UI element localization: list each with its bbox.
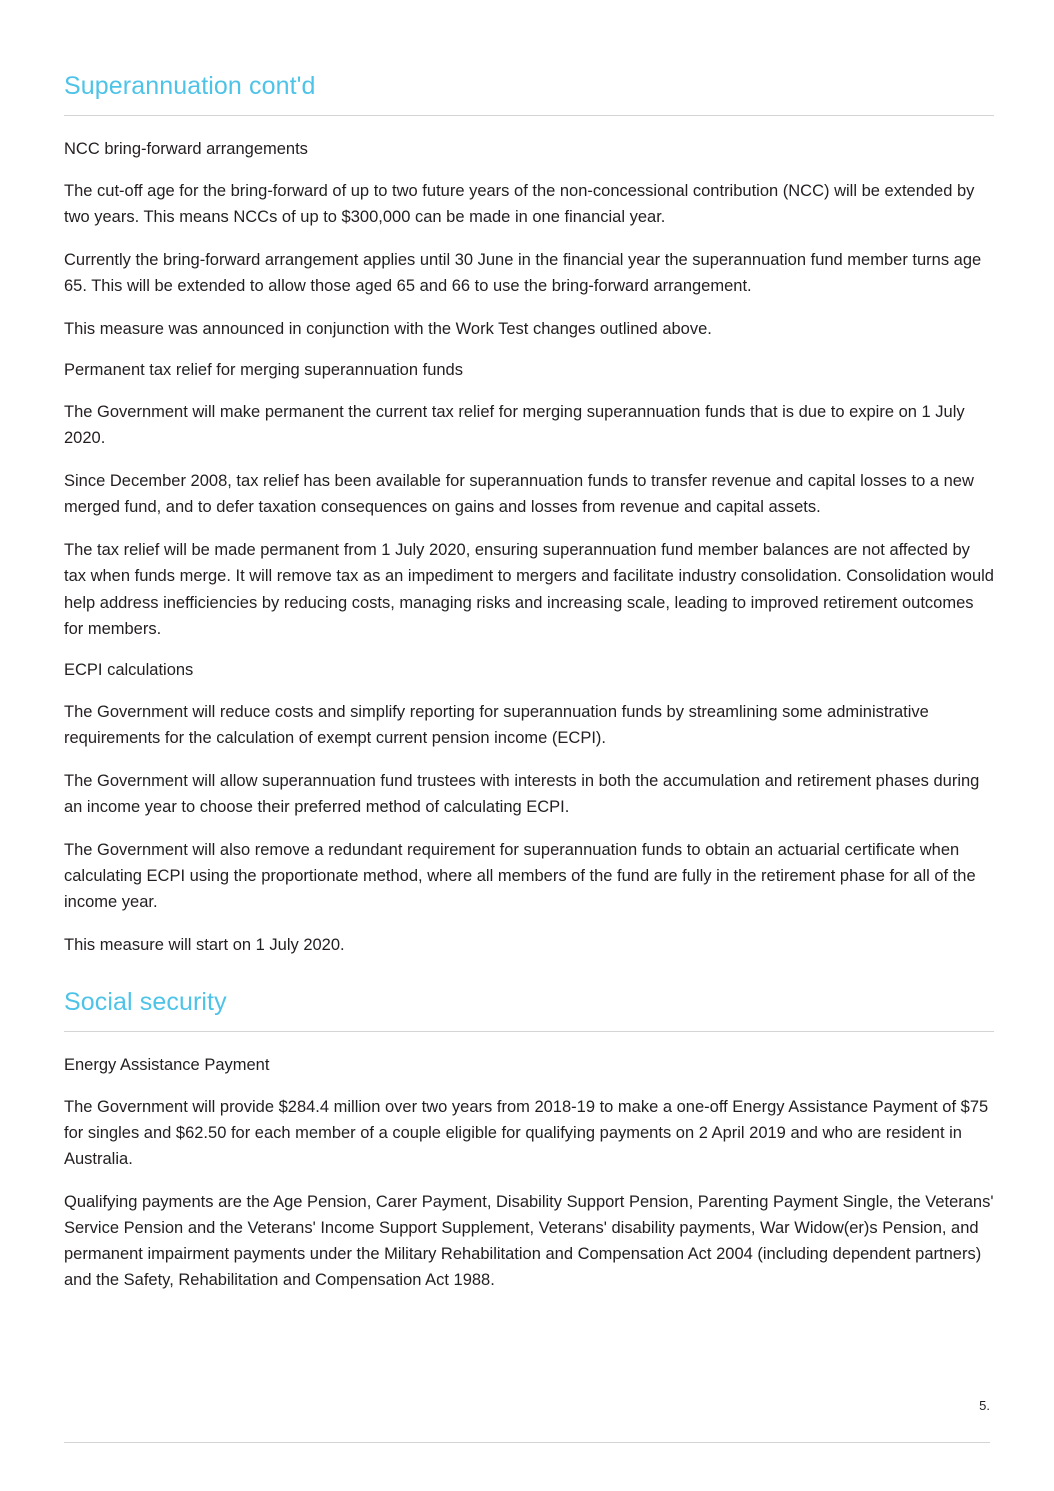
paragraph: The cut-off age for the bring-forward of up to two future years of the non-concessional contribution (NCC) will be extended by two years. This means NCCs of up to $300,000 can be made in one financial year. [64, 181, 975, 226]
subheading-permanent-tax-relief: Permanent tax relief for merging superannuation funds [64, 361, 463, 380]
paragraph: This measure will start on 1 July 2020. [64, 936, 345, 955]
footer-divider [64, 1442, 990, 1443]
section-title-social-security: Social security [64, 988, 227, 1017]
subheading-energy-assistance-payment: Energy Assistance Payment [64, 1056, 270, 1075]
paragraph: Currently the bring-forward arrangement applies until 30 June in the financial year the superannuation fund member turns age 65. This will be extended to allow those aged 65 and 66 to use the bring-forward arrangement. [64, 251, 982, 296]
section-social-security [64, 988, 994, 1293]
paragraph: The Government will make permanent the current tax relief for merging superannuation funds that is due to expire on 1 July 2020. [64, 403, 965, 448]
paragraph: Since December 2008, tax relief has been available for superannuation funds to transfer revenue and capital losses to a new merged fund, and to defer taxation consequences on gains and losses from revenue and capital assets. [64, 472, 974, 517]
paragraph: The tax relief will be made permanent from 1 July 2020, ensuring superannuation fund member balances are not affected by tax when funds merge. It will remove tax as an impediment to mergers and facilitate industry consolidation. Consolidation would help address inefficiencies by reducing costs, managing risks and increasing scale, leading to improved retirement outcomes for members. [64, 541, 994, 638]
title-divider [64, 115, 994, 116]
section-divider [64, 1031, 994, 1032]
paragraph: The Government will reduce costs and simplify reporting for superannuation funds by streamlining some administrative requirements for the calculation of exempt current pension income (ECPI). [64, 702, 929, 747]
paragraph: The Government will also remove a redundant requirement for superannuation funds to obtain an actuarial certificate when calculating ECPI using the proportionate method, where all members of the fund are fully in the retirement phase for all of the income year. [64, 840, 976, 911]
paragraph: The Government will provide $284.4 million over two years from 2018-19 to make a one-off Energy Assistance Payment of $75 for singles and $62.50 for each member of a couple eligible for qualifying payments on 2 April 2019 and who are resident in Australia. [64, 1098, 989, 1169]
paragraph: This measure was announced in conjunction with the Work Test changes outlined above. [64, 320, 712, 339]
page-number: 5. [979, 1398, 990, 1413]
subheading-ncc-bring-forward: NCC bring-forward arrangements [64, 140, 308, 158]
subheading-ecpi-calculations: ECPI calculations [64, 660, 194, 679]
paragraph: Qualifying payments are the Age Pension, Carer Payment, Disability Support Pension, Parenting Payment Single, the Veterans' Service Pension and the Veterans' Income Support Supplement, Veterans' disability payments, War Widow(er)s Pension, and permanent impairment payments under the Military Rehabilitation and Compensation Act 2004 (including dependent partners) and the Safety, Rehabilitation and Compensation Act 1988. [64, 1193, 994, 1290]
paragraph: The Government will allow superannuation fund trustees with interests in both the accumulation and retirement phases during an income year to choose their preferred method of calculating ECPI. [64, 771, 980, 816]
document-content [64, 72, 994, 1293]
page-title: Superannuation cont'd [64, 72, 316, 100]
